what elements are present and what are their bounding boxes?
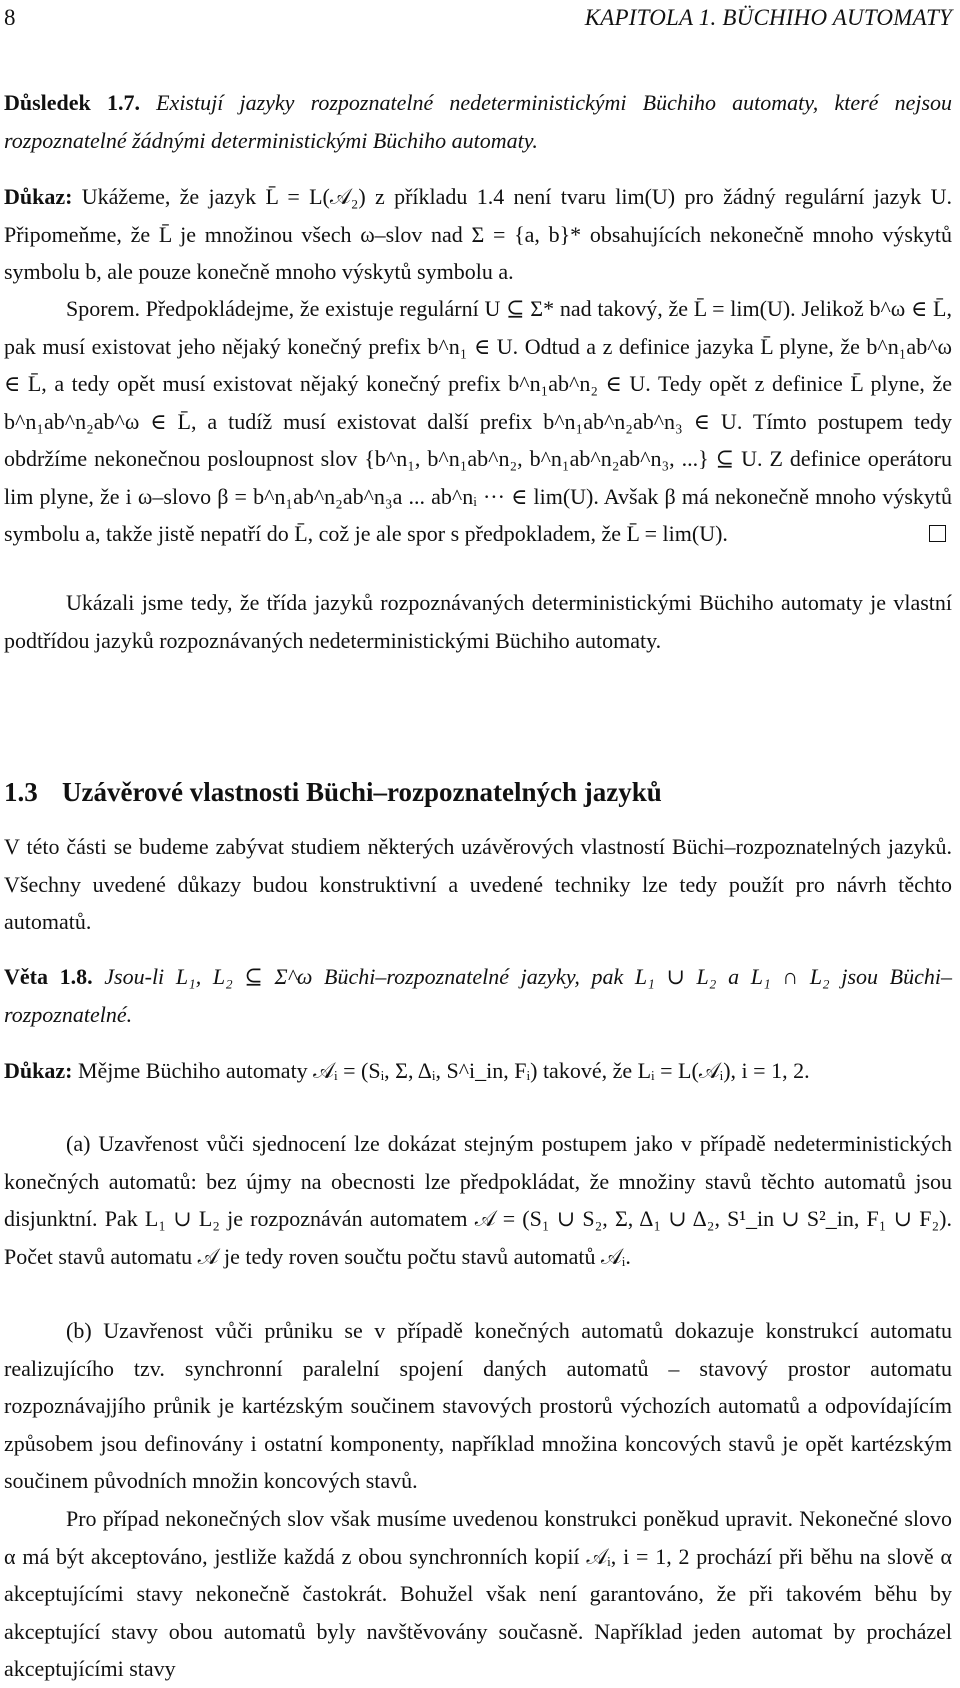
theorem-block (4, 958, 952, 1033)
proof-2-paragraph-4: Pro případ nekonečných slov však musíme uvedenou konstrukci poněkud upravit. Nekonečné slovo α má být akceptováno, jestliže každá z obou synchronních kopií 𝒜ᵢ, i = 1, 2 prochází při běhu na slově α akceptujícími stavy nekonečně častokrát. Bohužel však není garantováno, že při takovém běhu by akceptující stavy obou automatů byly navštěvovány současně. Například jeden automat by procházel akceptujícími stavy (4, 1506, 952, 1681)
summary-paragraph: Ukázali jsme tedy, že třída jazyků rozpoznávaných deterministickými Büchiho automaty je vlastní podtřídou jazyků rozpoznávaných nedeterministickými Büchiho automaty. (4, 590, 952, 653)
summary-paragraph-block (4, 584, 952, 659)
theorem-label: Věta 1.8. (4, 964, 93, 989)
intro-paragraph-block (4, 828, 952, 941)
page-number: 8 (4, 5, 16, 30)
section-number: 1.3 (4, 777, 38, 807)
proof-2-paragraph-2-block (4, 1125, 952, 1275)
proof-1-paragraph-2: Sporem. Předpokládejme, že existuje regulární U ⊆ Σ* nad takový, že L̄ = lim(U). Jelikož b^ω ∈ L̄, pak musí existovat jeho nějaký konečný prefix b^n₁ ∈ U. Odtud a z definice jazyka L̄ plyne, že b^n₁ab^ω ∈ L̄, a tedy opět musí existovat nějaký konečný prefix b^n₁ab^n₂ ∈ U. Tedy opět z definice L̄ plyne, že b^n₁ab^n₂ab^ω ∈ L̄, a tudíž musí existovat další prefix b^n₁ab^n₂ab^n₃ ∈ U. Tímto postupem tedy obdržíme nekonečnou posloupnost slov {b^n₁, b^n₁ab^n₂, b^n₁ab^n₂ab^n₃, ...} ⊆ U. Z definice operátoru lim plyne, že i ω–slovo β = b^n₁ab^n₂ab^n₃a ... ab^nᵢ ··· ∈ lim(U). Avšak β má nekonečně mnoho výskytů symbolu a, takže jistě nepatří do L̄, což je ale spor s předpokladem, že L̄ = lim(U). (4, 296, 952, 546)
page-header (4, 2, 952, 34)
proof-1-paragraph-2-block (4, 290, 952, 553)
corollary-label: Důsledek 1.7. (4, 90, 140, 115)
running-head: KAPITOLA 1. BÜCHIHO AUTOMATY (584, 5, 952, 30)
proof-1-paragraph-1: Ukážeme, že jazyk L̄ = L(𝒜₂) z příkladu 1.4 není tvaru lim(U) pro žádný regulární jazyk U. Připomeňme, že L̄ je množinou všech ω–slov nad Σ = {a, b}* obsahujících nekonečně mnoho výskytů symbolu b, ale pouze konečně mnoho výskytů symbolu a. (4, 184, 952, 284)
proof-2-paragraph-2: (a) Uzavřenost vůči sjednocení lze dokázat stejným postupem jako v případě nedeterministických konečných automatů: bez újmy na obecnosti lze předpokládat, že množiny stavů těchto automatů jsou disjunktní. Pak L₁ ∪ L₂ je rozpoznáván automatem 𝒜 = (S₁ ∪ S₂, Σ, Δ₁ ∪ Δ₂, S¹_in ∪ S²_in, F₁ ∪ F₂). Počet stavů automatu 𝒜 je tedy roven součtu počtu stavů automatů 𝒜ᵢ. (4, 1131, 952, 1269)
proof-2-paragraph-3-block (4, 1312, 952, 1500)
qed-symbol (929, 525, 946, 542)
section-title: Uzávěrové vlastnosti Büchi–rozpoznatelných jazyků (62, 777, 662, 807)
proof-2-paragraph-1: Mějme Büchiho automaty 𝒜ᵢ = (Sᵢ, Σ, Δᵢ, S^i_in, Fᵢ) takové, že Lᵢ = L(𝒜ᵢ), i = 1, 2. (77, 1058, 810, 1083)
corollary-block (4, 84, 952, 159)
proof-2-paragraph-4-block (4, 1500, 952, 1688)
section-heading (4, 772, 662, 812)
proof-1-block (4, 178, 952, 291)
proof-1-label: Důkaz: (4, 184, 73, 209)
proof-2-label: Důkaz: (4, 1058, 73, 1083)
theorem-text: Jsou-li L₁, L₂ ⊆ Σ^ω Büchi–rozpoznatelné jazyky, pak L₁ ∪ L₂ a L₁ ∩ L₂ jsou Büchi–rozpoznatelné. (4, 964, 952, 1027)
proof-2-paragraph-3: (b) Uzavřenost vůči průniku se v případě konečných automatů dokazuje konstrukcí automatu realizujícího tzv. synchronní paralelní spojení daných automatů – stavový prostor automatu rozpoznávajjího průnik je kartézským součinem stavových prostorů výchozích automatů a odpovídajícím způsobem jsou definovány i ostatní komponenty, například množina koncových stavů je opět kartézským součinem původních množin koncových stavů. (4, 1318, 952, 1493)
intro-paragraph: V této části se budeme zabývat studiem některých uzávěrových vlastností Büchi–rozpoznatelných jazyků. Všechny uvedené důkazy budou konstruktivní a uvedené techniky lze tedy použít pro návrh těchto automatů. (4, 834, 952, 934)
corollary-text: Existují jazyky rozpoznatelné nedeterministickými Büchiho automaty, které nejsou rozpoznatelné žádnými deterministickými Büchiho automaty. (4, 90, 953, 153)
proof-2-block (4, 1052, 952, 1090)
